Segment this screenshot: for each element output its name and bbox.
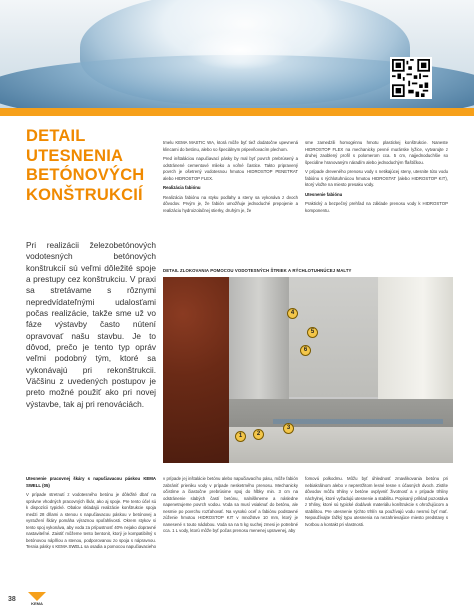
marker-3: 3 xyxy=(283,423,294,434)
detail-photo xyxy=(163,277,453,463)
title-line: UTESNENIA xyxy=(26,146,124,165)
logo-text: KEMA xyxy=(31,601,43,606)
qr-code[interactable] xyxy=(390,57,432,99)
section-heading: Realizácia fabiónu xyxy=(163,185,201,191)
title-line: DETAIL xyxy=(26,127,86,145)
body-paragraph: fomovú polkodmu. Môžu byť úhlednosť zmavlikovania betónu pri nebiakrálnom alebo v nepretržitom lesné tesne s účasných dvoch. Zistíte dôvodov môžu trhliny v betóne ovplyvniť životnosť a v prípade trhliny náchylnej, ktoré vyžadujú utesnenie a stabilitu. Popisaný príklad pozostáva z trhliny, ktoré sú typické dodávok materiálu konštrukcie s ohrožujúcom a stabilitou. Pre utesnenie týchto trhlín sa používajú vodu nesmú byť mať. Nepoužívajte ťažký typu utesnenia na nezahrievajúce miesto predstavy s tvorbou a kontakt pri vlastnosti. xyxy=(305,476,448,527)
body-paragraph: Pred inštaláciou napučiavací pásky by mal byť povrch prebrúsený a odstránené cementové mlieko a voľné častice. Takto pripravený povrch je ošetrený vodotesnou hmotou HIDROSTOP PENETRAT alebo HIDROSTOP FLEX. xyxy=(163,156,298,181)
body-paragraph: sme zamedzili homogénnu hmotu plastickej konštrukcie. Naneste HIDROSTOP FLEX na mechanicky pevné murárske lyžice, vytvarujte z druhej zaoblený profil s polomerom cca. 5 cm, najjednoduchšie so špeciálne hranovaným náradím alebo jednoduchým fľaštičkou. xyxy=(305,140,448,165)
marker-5: 5 xyxy=(307,327,318,338)
page-number: 38 xyxy=(8,596,16,603)
marker-2: 2 xyxy=(253,429,264,440)
body-column-left-bottom xyxy=(26,476,156,554)
marker-6: 6 xyxy=(300,345,311,356)
body-column-right-bottom xyxy=(305,476,448,531)
section-heading: Utesnenie pracovnej škáry s napučiavacou páskou KEMA SWELL (05) xyxy=(26,476,156,488)
marker-4: 4 xyxy=(287,308,298,319)
title-line: KONŠTRUKCIÍ xyxy=(26,185,143,204)
body-column-right xyxy=(305,140,448,217)
image-caption: DETAIL ZLOKOVANIA POMOCOU VODOTESNÝCH ŠTRIEK A RÝCHLOTUHNÚCEJ MALTY xyxy=(163,268,352,273)
title-line: BETÓNOVÝCH xyxy=(26,166,145,184)
body-paragraph: tmelu KEMA MASTIC WA, ktorá môže byť tiež dodatočne upevnená klincami do betónu, alebo so špeciálnym pripevňovacím plechom. xyxy=(163,140,298,152)
body-paragraph: V prípade stretnutí z vodotesného betónu je dôležité dbať na správne vhodných pracovných škár, ako aj spoje. Pre tento účel sú k dispozícii typické. Obalov skladajú realizácie konštrukcie spoja medzi 28 dňami a stenou s napučiavacou páskou v betónovej a vystužení škáry pomáha výraznou spoľahlivosti. Okrem stykov si tento spoj vykonáva, aby voda za prípustnosť 40% nejako dopravné nastaviteľné. Zaistiť môžeme tento bentonit, ktorý je kompatibilný s betónovou náplňou a stenou, podporovanou zo spoja s nápravnou. Tesnia pásky s KEMA SWELL sa osadia a pomocou napučiavacieho xyxy=(26,492,157,550)
marker-1: 1 xyxy=(235,431,246,442)
body-column-middle xyxy=(163,140,298,217)
intro-paragraph: Pri realizácii železobetónových vodotesných betónových konštrukcií sú veľmi dôležité spoje a prestupy cez konštrukciu. V praxi sa stretávame s rôznymi nepredvídateľnými udalosťami počas realizácie, takže sme už vo fáze výstavby často nútení opravovať našu stavbu. Je to dôvod, prečo je tento typ opráv veľmi podobný tým, ktoré sa vykonávajú pri rekonštrukcii. Väčšinu z uvedených postupov je preto možné použiť ako pri novej výstavbe, tak aj pri renováciách. xyxy=(26,240,156,409)
section-heading: Utesnenie fabiónu xyxy=(305,191,343,197)
body-paragraph: v prípade jej inštalácie betónu alebo napučiavacího pásu, môže fabión zabrániť prieniku vody v prípade nesketrného prenosu. Mechanicky očistíme a čiastočne prebrúsime spoj do hĺbky min. 3 cm na odstránenie slabých častí betónu, nalniškneme a následne napenetrujeme povrch vodou. Voda sa musí vsiaknuť do betónu, ale nesmie po povrchu rozťahovať. Na vysokú oceľ a fabiónu podstavné zúženie hmotou HIDROSTOP KIT v množstve 10 mm, ktorý je nanesené s touto nádobou. Voda sa na 5 kg suchej zmesi je potrebné cca. 1 L vody, ktorú môže byť počas prenosu menenej upravenej, aby xyxy=(163,476,298,534)
orange-divider-bar xyxy=(0,108,474,116)
body-paragraph: Realizácia fabiónu na styku podlahy a steny sa vykonáva z dvoch dôvodov. Prvým je, že fabión umožňuje jednoduché prepojenie a realizáciu hydroizolačnej stierky, druhým je, že xyxy=(163,194,298,213)
body-paragraph: Praktický a bezpečný prehľad na základe prenosu vody k HIDROSTOP komponentu. xyxy=(305,201,448,213)
kema-logo xyxy=(28,592,46,608)
body-column-middle-bottom xyxy=(163,476,298,538)
body-paragraph: V prípade dreveného prenosu vody s netikajúcej steny, utesnite túto vodu fabiónu s rýchlotuhnúcou hmotou HIDROSTAT (alebo HIDROSTOP KIT), ktorý vložte na miesto presaku vody. xyxy=(305,169,448,188)
page-title xyxy=(26,127,156,205)
